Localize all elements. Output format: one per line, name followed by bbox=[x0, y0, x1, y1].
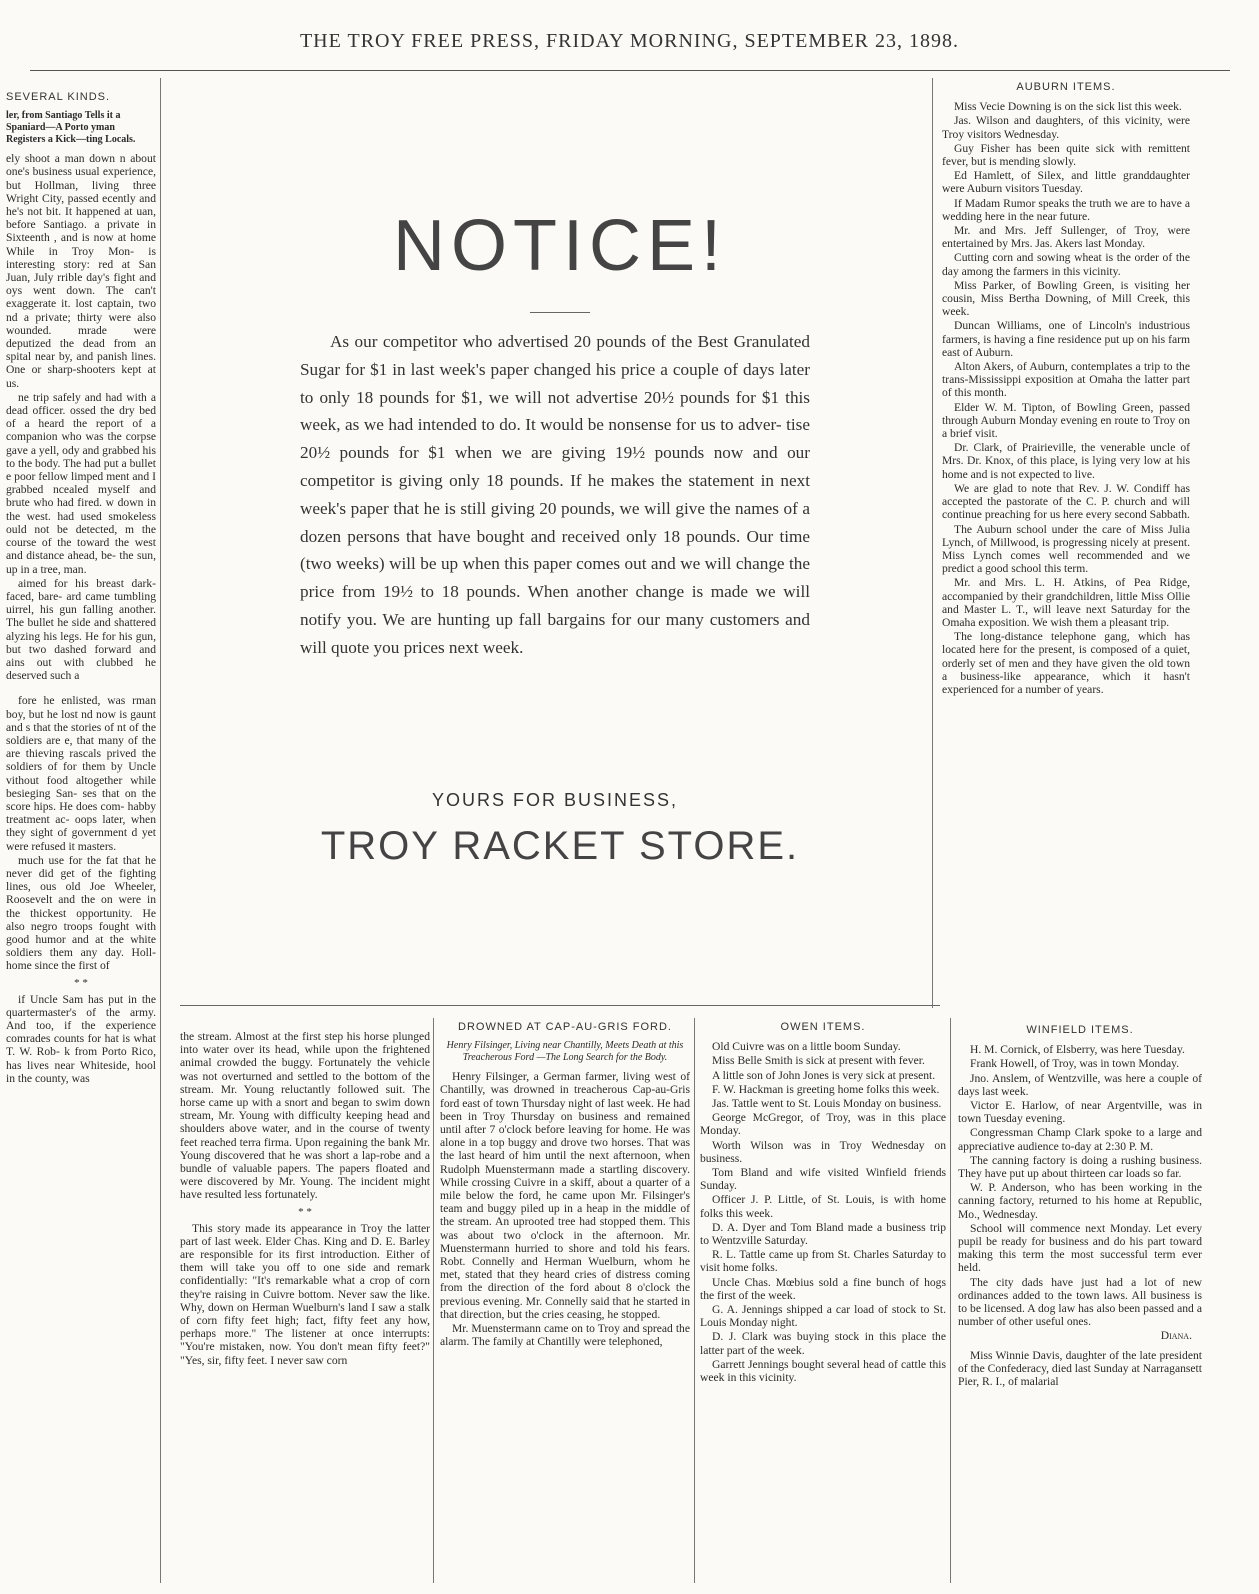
news-item: Mr. and Mrs. Jeff Sullenger, of Troy, were entertained by Mrs. Jas. Akers last Monday. bbox=[942, 224, 1190, 251]
auburn-items-column bbox=[942, 78, 1190, 1006]
news-item: Officer J. P. Little, of St. Louis, is with home folks this week. bbox=[700, 1193, 946, 1220]
notice-bottom-rule bbox=[180, 1005, 940, 1006]
news-item: Jas. Wilson and daughters, of this vicinity, were Troy visitors Wednesday. bbox=[942, 114, 1190, 141]
news-item: Guy Fisher has been quite sick with remittent fever, but is mending slowly. bbox=[942, 141, 1190, 169]
article-paragraph: aimed for his breast dark-faced, bare- ard came tumbling uirrel, his gun falling another. The bullet he side and shattered alyzing his legs. He for his gun, but two dashed forward and ains out with clubbed he deserved such a bbox=[6, 576, 156, 683]
column-rule-left bbox=[160, 78, 161, 1583]
news-item: A little son of John Jones is very sick at present. bbox=[712, 1068, 936, 1082]
news-item: The canning factory is doing a rushing business. They have put up about thirteen car loads so far. bbox=[958, 1153, 1202, 1181]
article-paragraph: much use for the fat that he never did get of the fighting lines, ous old Joe Wheeler, Roosevelt and the on were in the thickest opportunity. He also negro troops fought with good humor and at the white soldiers them any day. Holl- home since the first of bbox=[6, 853, 156, 973]
winfield-heading: WINFIELD ITEMS. bbox=[1026, 1024, 1134, 1036]
article-paragraph: This story made its appearance in Troy the latter part of last week. Elder Chas. King and D. E. Barley are responsible for its first introduction. Either of them will take you off to one side and remark confidentially: "It's remarkable what a crop of corn they're raising in Cuivre bottom. Never saw the like. Why, down on Herman Wuelburn's land I saw a stalk of corn fifty feet high; fact, fifty feet any how, perhaps more." The listener at once interrupts: "You're mistaken, now. You don't mean fifty feet?" "Yes, sir, fifty feet. I never saw corn bbox=[180, 1221, 430, 1367]
notice-body bbox=[300, 328, 810, 662]
news-item: Jas. Tattle went to St. Louis Monday on business. bbox=[712, 1097, 942, 1111]
article-paragraph: fore he enlisted, was rman boy, but he lost nd now is gaunt and s that the stories of nt of the soldiers are e, that many of the are thieving rascals prived the soldiers of for them by Uncle vithout food altogether while besieging San- ses that on the score hips. He does com- habby treatment ac- oops later, when they sight of government d yet were refused it masters. bbox=[6, 694, 156, 853]
article-paragraph: the stream. Almost at the first step his horse plunged into water over its head, while upon the frightened animal crowded the buggy. Fortunately the vehicle was not overturned and settled to the bottom of the stream. Mr. Young reluctantly followed suit. The horse came up with a snort and began to swim down stream, Mr. Young with difficulty keeping head and shoulders above water, and in the course of twenty feet reached terra firma. Upon regaining the bank Mr. Young discovered that he was short a lap-robe and a bundle of valuable papers. The papers floated and were discovered by Mr. Young. The incident might have resulted less fortunately. bbox=[180, 1030, 430, 1202]
news-item: School will commence next Monday. Let every pupil be ready for business and do his part toward making this term the most successful term ever held. bbox=[958, 1221, 1202, 1275]
several-kinds-column bbox=[6, 88, 156, 1583]
section-stars: * * bbox=[298, 1205, 312, 1218]
news-item: Alton Akers, of Auburn, contemplates a trip to the trans-Mississippi exposition at Omaha the latter part of this month. bbox=[942, 360, 1190, 400]
news-item: Old Cuivre was on a little boom Sunday. bbox=[712, 1040, 901, 1054]
article-paragraph: if Uncle Sam has put in the quartermaster's of the army. And too, if the experience comrades counts for hat is what T. W. Rob- k from Porto Rico, has lives near Whiteside, hool in the county, was bbox=[6, 992, 156, 1085]
news-item: Cutting corn and sowing wheat is the order of the day among the farmers in this vicinity. bbox=[942, 251, 1190, 278]
news-item: The Auburn school under the care of Miss Julia Lynch, of Millwood, is progressing nicely at present. Miss Lynch comes well recommended and we predict a good school this term. bbox=[942, 522, 1190, 576]
news-item: Elder W. M. Tipton, of Bowling Green, passed through Auburn Monday evening en route to Troy on a brief visit. bbox=[942, 400, 1190, 441]
news-item: Miss Belle Smith is sick at present with fever. bbox=[712, 1054, 925, 1068]
news-item: George McGregor, of Troy, was in this place Monday. bbox=[700, 1111, 946, 1138]
owen-heading: OWEN ITEMS. bbox=[780, 1021, 866, 1033]
signature: Diana. bbox=[1160, 1329, 1192, 1343]
article-paragraph: ely shoot a man down n about one's business usual experience, but Hollman, living three Wright City, passed ecently and he's not bit. It happened at uan, before Santiago. a private in Sixteenth , and is now at home While in Troy Mon- is interesting story: red at San Juan, July rrible day's fight and oys went down. The can't exaggerate it. lost captain, two nd a private; thirty were also wounded. mrade were deputized the dead from an spital near by, and panish lines. One or sharp-shooters kept at us. bbox=[6, 152, 156, 390]
news-item: H. M. Cornick, of Elsberry, was here Tuesday. bbox=[970, 1043, 1185, 1057]
drowned-column bbox=[440, 1018, 690, 1583]
article-paragraph: ne trip safely and had with a dead officer. ossed the dry bed of a heard the report of a companion who was the corpse gave a yell, ody and grabbed his to the body. The had put a bullet e poor fellow limped ment and I grabbed ncealed myself and brute who had fired. w down in the west. had used smokeless ould not be detected, m the course of the toward the west and distance ahead, be- the sun, up in a tree, man. bbox=[6, 390, 156, 576]
news-item: Congressman Champ Clark spoke to a large and appreciative audience to-day at 2:30 P. M. bbox=[958, 1126, 1202, 1153]
column-rule-owen bbox=[950, 1018, 951, 1583]
drowned-heading: DROWNED AT CAP-AU-GRIS FORD. bbox=[458, 1021, 672, 1033]
stream-story-column bbox=[180, 1030, 430, 1583]
news-item: G. A. Jennings shipped a car load of stock to St. Louis Monday night. bbox=[700, 1303, 946, 1330]
news-item: Miss Parker, of Bowling Green, is visiting her cousin, Miss Bertha Downing, of Mill Creek, this week. bbox=[942, 278, 1190, 319]
several-kinds-subhead: ler, from Santiago Tells it a Spaniard—A Porto yman Registers a Kick—ting Locals. bbox=[6, 110, 136, 146]
news-item: F. W. Hackman is greeting home folks this week. bbox=[712, 1082, 940, 1096]
notice-sign-off: YOURS FOR BUSINESS, bbox=[431, 790, 679, 810]
news-item: D. A. Dyer and Tom Bland made a business trip to Wentzville Saturday. bbox=[700, 1220, 946, 1248]
news-item: Duncan Williams, one of Lincoln's industrious farmers, is having a fine residence put up on his farm east of Auburn. bbox=[942, 319, 1190, 359]
news-item: Frank Howell, of Troy, was in town Monday. bbox=[970, 1057, 1180, 1071]
news-item: Victor E. Harlow, of near Argentville, was in town Tuesday evening. bbox=[958, 1099, 1202, 1126]
masthead: THE TROY FREE PRESS, FRIDAY MORNING, SEPTEMBER 23, 1898. bbox=[299, 30, 960, 52]
owen-items-column bbox=[700, 1018, 946, 1583]
news-item: Dr. Clark, of Prairieville, the venerable uncle of Mrs. Dr. Knox, of this place, is lying very low at his home and is not expected to live. bbox=[942, 441, 1190, 481]
news-item: We are glad to note that Rev. J. W. Condiff has accepted the pastorate of the C. P. church and will continue preaching for us here every second Sabbath. bbox=[942, 481, 1190, 522]
news-item: R. L. Tattle came up from St. Charles Saturday to visit home folks. bbox=[700, 1248, 946, 1275]
news-item: Worth Wilson was in Troy Wednesday on business. bbox=[700, 1138, 946, 1165]
news-item: The long-distance telephone gang, which has located here for the present, is composed of a quiet, orderly set of men and they have given the old town a business-like appearance, which it hasn't experienced for a number of years. bbox=[942, 630, 1190, 696]
news-item: W. P. Anderson, who has been working in the canning factory, returned to his home at Republic, Mo., Wednesday. bbox=[958, 1181, 1202, 1221]
news-item: Miss Winnie Davis, daughter of the late president of the Confederacy, died last Sunday at Narragansett Pier, R. I., of malarial bbox=[958, 1348, 1202, 1389]
winfield-items-column bbox=[958, 1018, 1202, 1583]
column-rule-stream bbox=[433, 1018, 434, 1583]
news-item: Jno. Anslem, of Wentzville, was here a couple of days last week. bbox=[958, 1071, 1202, 1098]
auburn-heading: AUBURN ITEMS. bbox=[1016, 81, 1116, 93]
section-stars: * * bbox=[74, 976, 88, 989]
news-item: Uncle Chas. Mœbius sold a fine bunch of hogs the first of the week. bbox=[700, 1275, 946, 1302]
article-paragraph: Mr. Muenstermann came on to Troy and spread the alarm. The family at Chantilly were telephoned, bbox=[440, 1322, 690, 1349]
news-item: D. J. Clark was buying stock in this place the latter part of the week. bbox=[700, 1330, 946, 1357]
article-paragraph: Henry Filsinger, a German farmer, living west of Chantilly, was drowned in treacherous Cap-au-Gris ford east of town Thursday night of last week. He had been in Troy Thursday on business and remained until after 7 o'clock before leaving for home. He was alone in a top buggy and drove two horses. That was the last heard of him until the next afternoon, when Rudolph Muenstermann made a startling discovery. While crossing Cuivre in a skiff, about a quarter of a mile below the ford, he came upon Mr. Filsinger's team and buggy piled up in a heap in the middle of the stream. An uprooted tree had stopped them. This was about two o'clock in the afternoon. Mr. Muenstermann hurried to shore and told his fears. Robt. Connelly and Herman Wuelburn, whom he met, stated that they heard cries of distress coming from the direction of the ford about 8 o'clock the previous evening. Mr. Connelly said that he started in that direction, but the cries ceasing, he stopped. bbox=[440, 1070, 690, 1321]
news-item: Mr. and Mrs. L. H. Atkins, of Pea Ridge, accompanied by their grandchildren, little Miss Ollie and Master L. T., will leave next Saturday for the Omaha exposition. We wish them a pleasant trip. bbox=[942, 576, 1190, 629]
masthead-rule bbox=[30, 70, 1230, 71]
news-item: If Madam Rumor speaks the truth we are to have a wedding here in the near future. bbox=[942, 196, 1190, 223]
news-item: The city dads have just had a lot of new ordinances added to the town laws. All business is to be licensed. A dog law has also been passed and a number of other useful ones. bbox=[958, 1275, 1202, 1329]
several-kinds-heading: SEVERAL KINDS. bbox=[6, 91, 111, 103]
news-item: Ed Hamlett, of Silex, and little granddaughter were Auburn visitors Tuesday. bbox=[942, 169, 1190, 196]
notice-store-name: TROY RACKET STORE. bbox=[320, 824, 800, 868]
column-rule-drowned bbox=[694, 1018, 695, 1583]
news-item: Miss Vecie Downing is on the sick list this week. bbox=[954, 100, 1182, 114]
news-item: Garrett Jennings bought several head of cattle this week in this vicinity. bbox=[700, 1357, 946, 1385]
drowned-subhead: Henry Filsinger, Living near Chantilly, Meets Death at this Treacherous Ford —The Long Search for the Body. bbox=[446, 1040, 684, 1064]
news-item: Tom Bland and wife visited Winfield friends Sunday. bbox=[700, 1166, 946, 1193]
notice-divider bbox=[530, 312, 590, 313]
column-rule-notice-right bbox=[932, 78, 933, 1008]
notice-text: As our competitor who advertised 20 pounds of the Best Granulated Sugar for $1 in last week's paper changed his price a couple of days later to only 18 pounds for $1, we will not advertise 20½ pounds for $1 this week, as we had intended to do. It would be nonsense for us to adver- tise 20½ pounds for $1 when we are giving 19½ pounds now and our competitor is giving only 18 pounds. If he makes the statement in next week's paper that he is still giving 20 pounds, we will give the names of a dozen persons that have bought and received only 18 pounds. Our time (two weeks) will be up when this paper comes out and we will change the price from 19½ to 18 pounds. When another change is made we will notify you. We are hunting up fall bargains for our many customers and will quote you prices next week. bbox=[300, 332, 810, 657]
notice-title: NOTICE! bbox=[392, 206, 727, 286]
